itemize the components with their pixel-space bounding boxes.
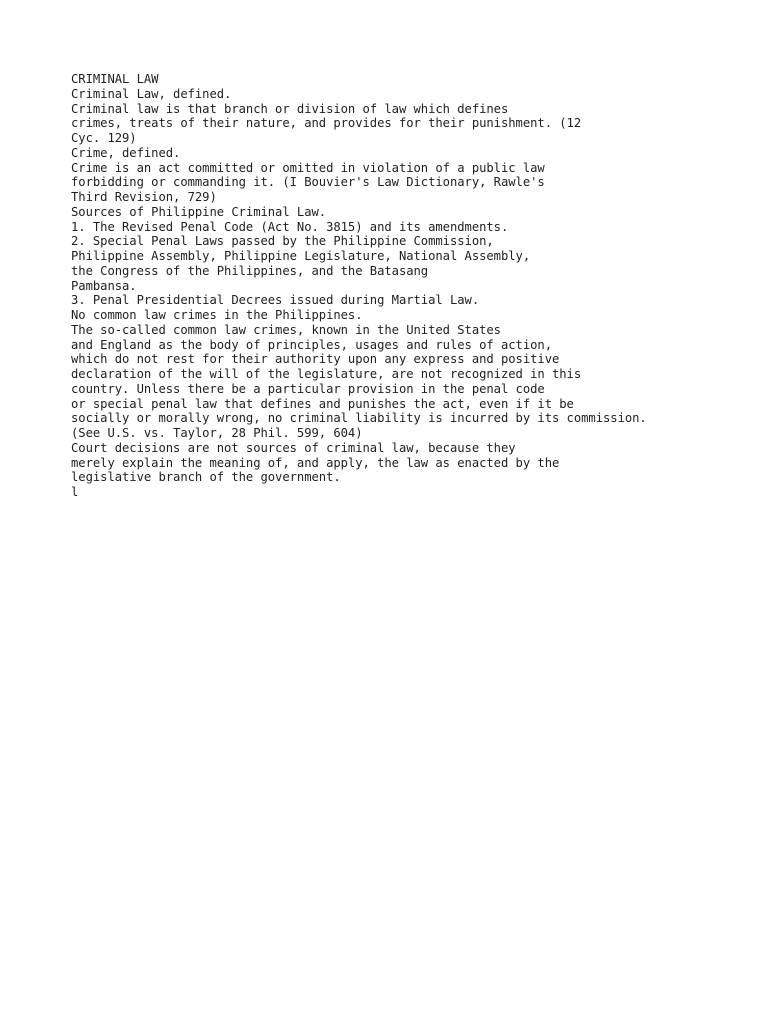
text-line: or special penal law that defines and punishes the act, even if it be [71, 396, 574, 411]
text-line: the Congress of the Philippines, and the Batasang [71, 263, 429, 278]
text-line: merely explain the meaning of, and apply, the law as enacted by the [71, 455, 560, 470]
text-line: socially or morally wrong, no criminal liability is incurred by its commission. [71, 411, 647, 426]
text-line: forbidding or commanding it. (I Bouvier's Law Dictionary, Rawle's [71, 175, 545, 190]
text-line: which do not rest for their authority upon any express and positive [71, 352, 560, 367]
text-line: (See U.S. vs. Taylor, 28 Phil. 599, 604) [71, 426, 363, 440]
text-line: l [71, 485, 79, 499]
text-line: Pambansa. [71, 278, 137, 293]
list-item: 2. Special Penal Laws passed by the Philippine Commission, [71, 234, 494, 249]
section-heading-no-common-law-crimes: No common law crimes in the Philippines. [71, 308, 363, 322]
text-line: The so-called common law crimes, known in the United States [71, 322, 501, 337]
list-item: 3. Penal Presidential Decrees issued during Martial Law. [71, 293, 480, 308]
text-line: country. Unless there be a particular provision in the penal code [71, 381, 545, 396]
text-line: Criminal law is that branch or division of law which defines [71, 101, 509, 116]
section-heading-sources: Sources of Philippine Criminal Law. [71, 204, 327, 219]
text-line: legislative branch of the government. [71, 470, 341, 485]
text-line: Cyc. 129) [71, 131, 137, 145]
document-title: CRIMINAL LAW [71, 72, 159, 86]
document-text-block [71, 72, 761, 500]
text-line: declaration of the will of the legislature, are not recognized in this [71, 367, 582, 381]
list-item: 1. The Revised Penal Code (Act No. 3815) and its amendments. [71, 219, 509, 234]
section-heading-criminal-law-defined: Criminal Law, defined. [71, 86, 232, 101]
text-line: crimes, treats of their nature, and provides for their punishment. (12 [71, 116, 582, 131]
section-heading-crime-defined: Crime, defined. [71, 145, 181, 160]
text-line: Court decisions are not sources of criminal law, because they [71, 440, 516, 455]
text-line: Third Revision, 729) [71, 190, 217, 204]
text-line: Philippine Assembly, Philippine Legislature, National Assembly, [71, 249, 531, 263]
text-line: Crime is an act committed or omitted in violation of a public law [71, 160, 545, 175]
text-line: and England as the body of principles, usages and rules of action, [71, 337, 552, 352]
